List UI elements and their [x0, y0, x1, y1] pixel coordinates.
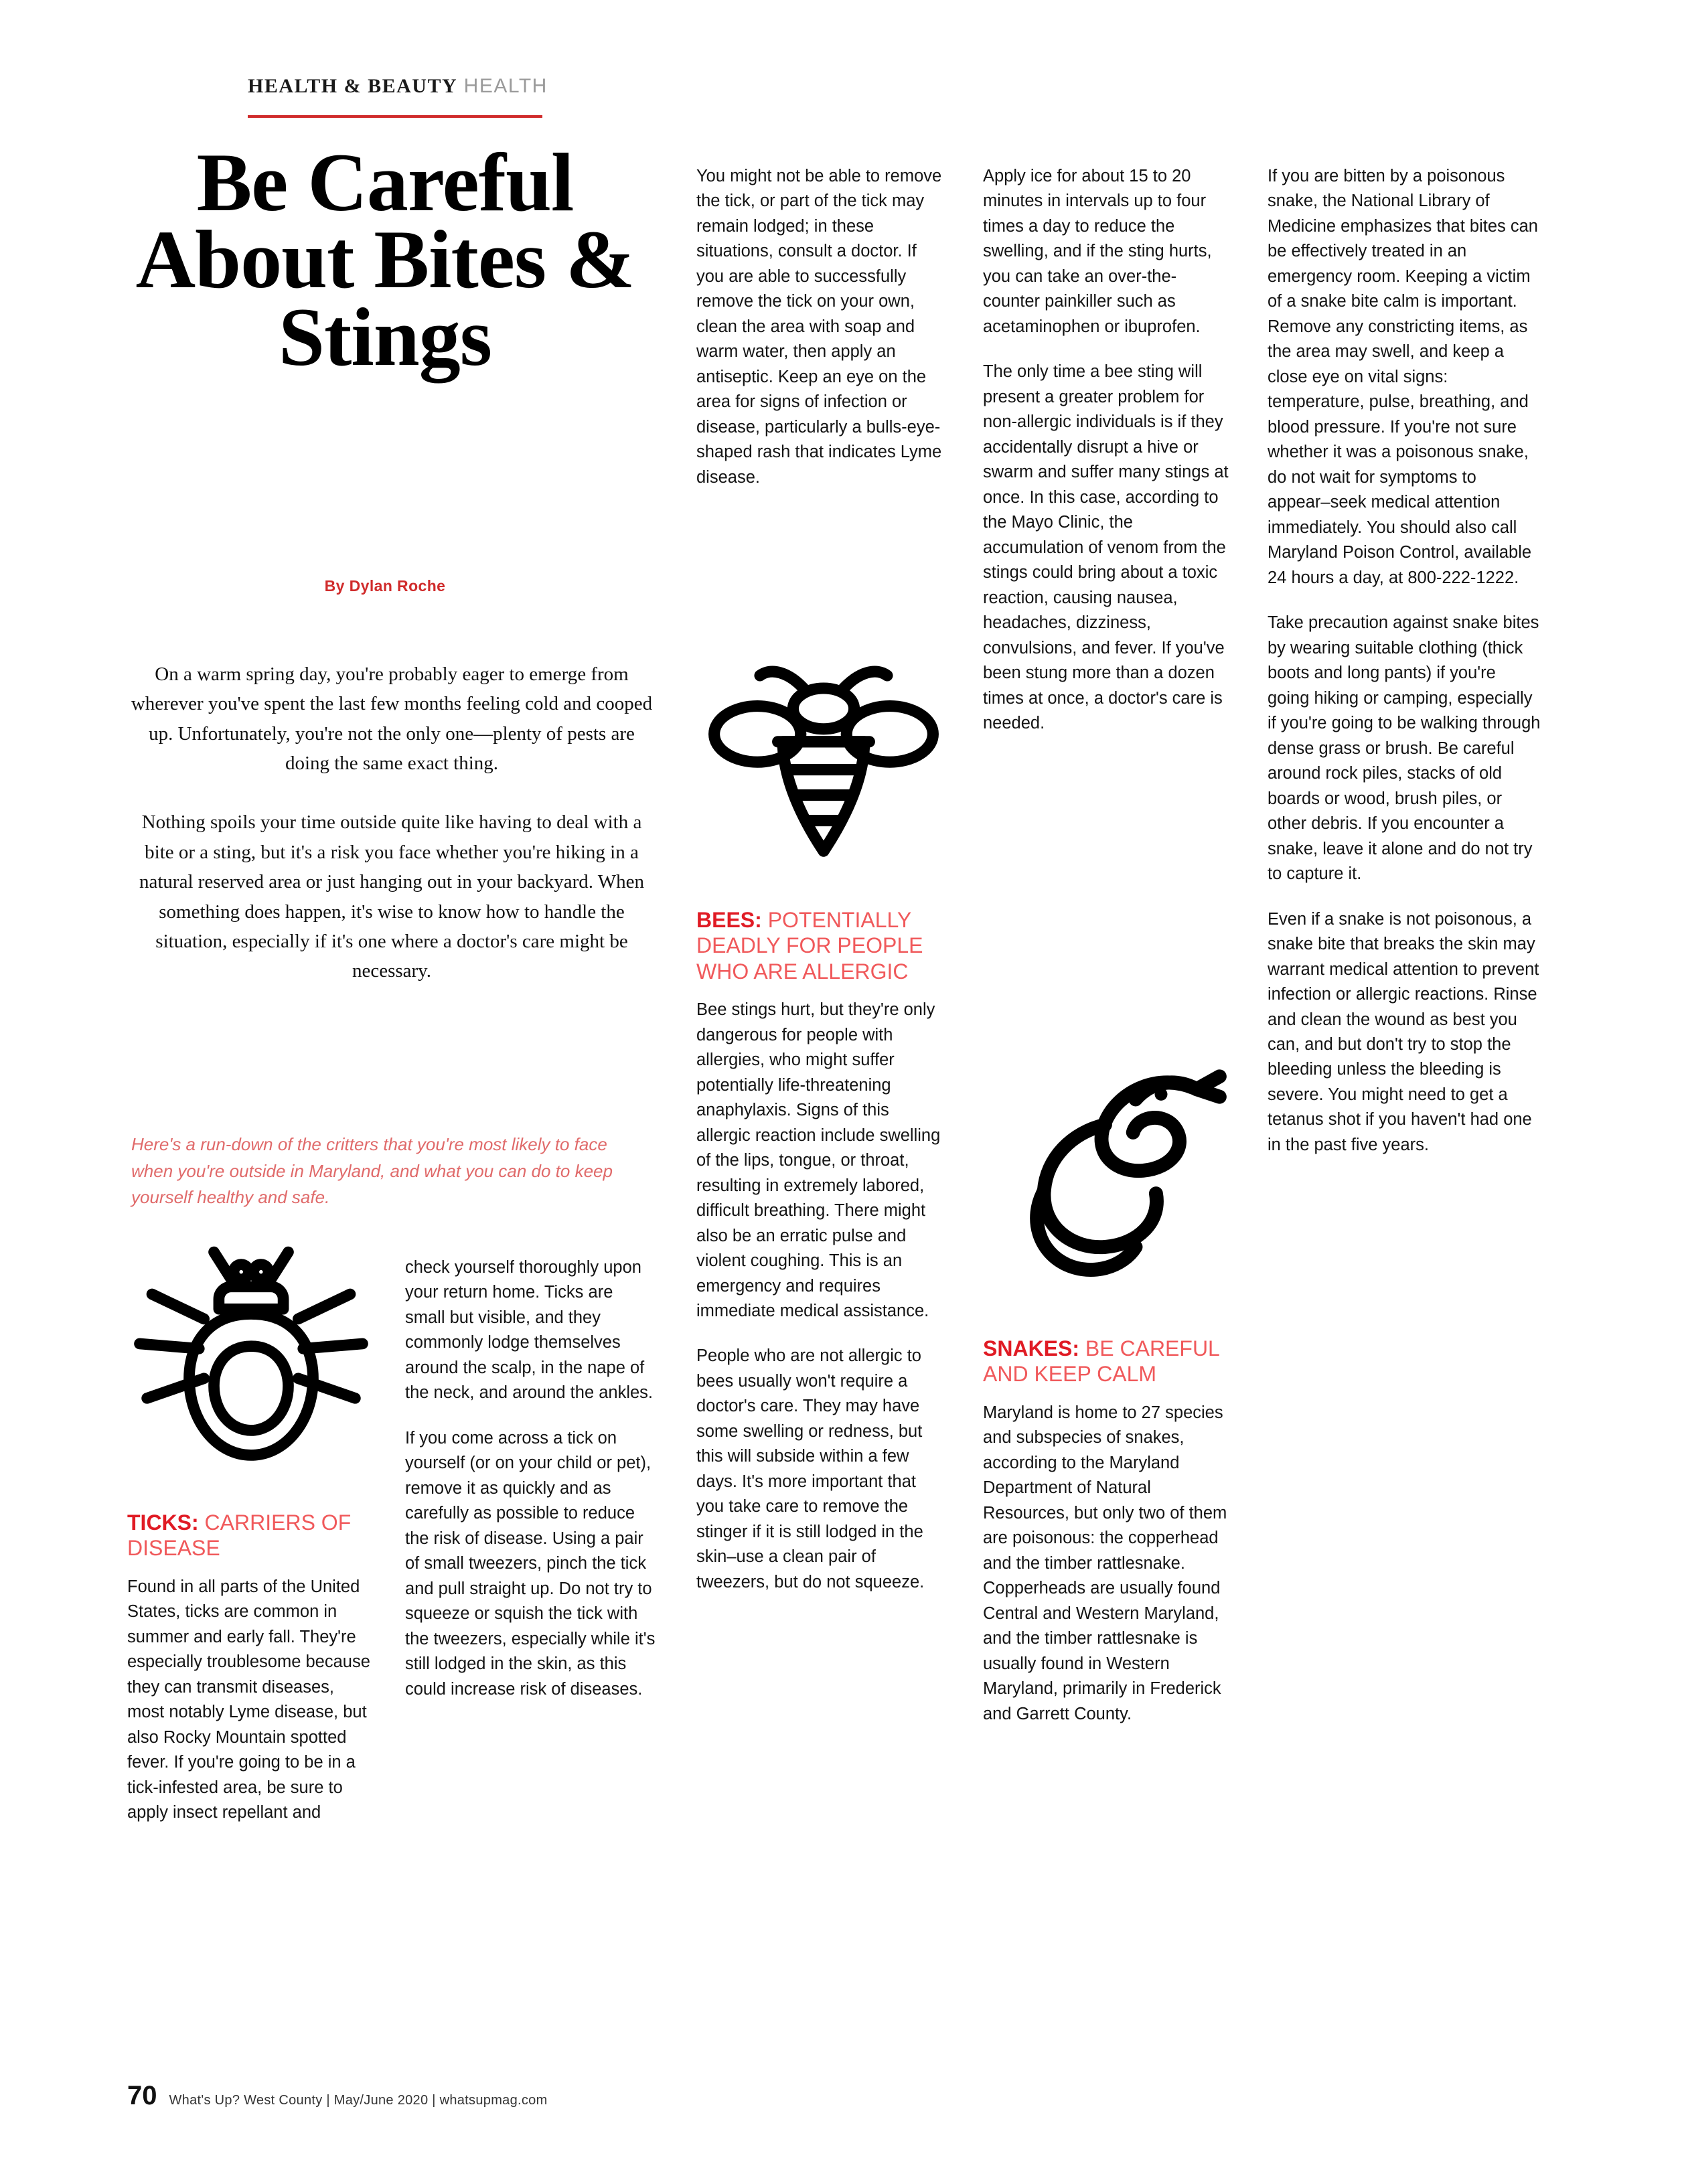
paragraph: Take precaution against snake bites by wearing suitable clothing (thick boots and long pants) if you're going hiking or camping, especially if you're going to be walking through dense grass or brush. Be careful around rock piles, stacks of old boards or wood, brush piles, or other debris. If you encounter a snake, leave it alone and do not try to capture it.	[1268, 613, 1541, 884]
ticks-heading-lead: TICKS:	[127, 1510, 199, 1535]
intro-paragraph: Nothing spoils your time outside quite like having to deal with a bite or a sting, but it's a risk you face whether you're hiking in a natural reserved area or just hanging out in your backyard. When something does happen, it's wise to know how to handle the situation, especially if it's one where a doctor's care might be necessary.	[139, 811, 644, 982]
kicker-secondary: HEALTH	[463, 75, 548, 97]
ticks-section	[127, 1510, 375, 1826]
bees-section	[696, 907, 944, 1595]
snakes-continued	[1268, 164, 1542, 1158]
ticks-heading-rest: CARRIERS OF DISEASE	[127, 1510, 352, 1561]
snakes-body	[983, 1401, 1237, 1727]
snakes-section	[983, 1336, 1237, 1727]
footer-credit: What's Up? West County | May/June 2020 | whatsupmag.com	[169, 2093, 548, 2108]
bees-heading	[696, 907, 944, 984]
paragraph: check yourself thoroughly upon your return home. Ticks are small but visible, and they commonly lodge themselves around the scalp, in the nape of the neck, and around the ankles.	[405, 1258, 654, 1403]
pull-quote: Here's a run-down of the critters that you're most likely to face when you're outside in Maryland, and what you can do to keep yourself healthy and safe.	[131, 1134, 613, 1208]
intro-paragraph: On a warm spring day, you're probably eager to emerge from wherever you've spent the last few months feeling cold and cooped up. Unfortunately, you're not the only one—plenty of pests are doing the same exact thing.	[131, 664, 653, 775]
paragraph: Bee stings hurt, but they're only dangerous for people with allergies, who might suffer potentially life-threatening anaphylaxis. Signs of this allergic reaction include swelling of the lips, tongue, or throat, resulting in extremely labored, difficult breathing. There might also be an erratic pulse and violent coughing. This is an emergency and requires immediate medical assistance.	[696, 1000, 941, 1320]
snake-icon	[983, 1061, 1237, 1289]
kicker-rule	[248, 115, 542, 118]
snakes-heading	[983, 1336, 1237, 1387]
page-title: Be Careful About Bites & Stings	[135, 137, 635, 383]
byline: By Dylan Roche	[324, 577, 446, 595]
paragraph: You might not be able to remove the tick, or part of the tick may remain lodged; in these situations, consult a doctor. If you are able to successfully remove the tick on your own, clean the area with soap and warm water, then apply an antiseptic. Keep an eye on the area for signs of infection or disease, particularly a bulls-eye-shaped rash that indicates Lyme disease.	[696, 167, 942, 487]
bee-icon	[696, 663, 951, 857]
ticks-intro-right	[405, 1255, 656, 1702]
page-footer	[127, 2081, 548, 2111]
paragraph: If you come across a tick on yourself (or on your child or pet), remove it as quickly and as carefully as possible to reduce the risk of disease. Using a pair of small tweezers, pinch the tick and pull straight up. Do not try to squeeze or squish the tick with the tweezers, especially while it's still lodged in the skin, as this could increase risk of diseases.	[405, 1428, 656, 1699]
paragraph: Maryland is home to 27 species and subspecies of snakes, according to the Maryland Department of Natural Resources, but only two of them are poisonous: the copperhead and the timber rattlesnake. Copperheads are usually found Central and Western Maryland, and the timber rattlesnake is usually found in Western Maryland, primarily in Frederick and Garrett County.	[983, 1403, 1227, 1723]
paragraph: If you are bitten by a poisonous snake, the National Library of Medicine emphasizes that bites can be effectively treated in an emergency room. Keeping a victim of a snake bite calm is important. Remove any constricting items, as the area may swell, and keep a close eye on vital signs: temperature, pulse, breathing, and blood pressure. If you're not sure whether it was a poisonous snake, do not wait for symptoms to appear–seek medical attention immediately. You should also call Maryland Poison Control, available 24 hours a day, at 800-222-1222.	[1268, 167, 1538, 587]
paragraph: Found in all parts of the United States, ticks are common in summer and early fall. They're especially troublesome because they can transmit diseases, most notably Lyme disease, but also Rocky Mountain spotted fever. If you're going to be in a tick-infested area, be sure to apply insect repellant and	[127, 1577, 370, 1822]
paragraph: People who are not allergic to bees usually won't require a doctor's care. They may have some swelling or redness, but this will subside within a few days. It's more important that you take care to remove the stinger if it is still lodged in the skin–use a clean pair of tweezers, but do not squeeze.	[696, 1346, 925, 1591]
paragraph: The only time a bee sting will present a greater problem for non-allergic individuals is if they accidentally disrupt a hive or swarm and suffer many stings at once. In this case, according to the Mayo Clinic, the accumulation of venom from the stings could bring about a toxic reaction, causing nausea, headaches, dizziness, convulsions, and fever. If you've been stung more than a dozen times at once, a doctor's care is needed.	[983, 362, 1229, 733]
ticks-continued	[696, 164, 944, 490]
ticks-body	[127, 1575, 375, 1826]
kicker-primary: HEALTH & BEAUTY	[248, 75, 458, 97]
section-kicker	[248, 75, 663, 98]
paragraph: Apply ice for about 15 to 20 minutes in intervals up to four times a day to reduce the swelling, and if the sting hurts, you can take an over-the-counter painkiller such as acetaminophen or ibuprofen.	[983, 167, 1212, 336]
snakes-heading-lead: SNAKES:	[983, 1336, 1080, 1360]
ticks-heading	[127, 1510, 375, 1561]
page-number: 70	[127, 2081, 157, 2110]
bees-body	[696, 998, 944, 1595]
bees-continued	[983, 164, 1231, 736]
paragraph: Even if a snake is not poisonous, a snake bite that breaks the skin may warrant medical attention to prevent infection or allergic reactions. Rinse and clean the wound as best you can, and but don't try to stop the bleeding unless the bleeding is severe. You might need to get a tetanus shot if you haven't had one in the past five years.	[1268, 909, 1539, 1154]
tick-icon	[127, 1242, 375, 1483]
snakes-heading-rest: BE CAREFUL AND KEEP CALM	[983, 1336, 1219, 1387]
article-intro	[127, 659, 656, 986]
bees-heading-lead: BEES:	[696, 908, 762, 932]
bees-heading-rest: POTENTIALLY DEADLY FOR PEOPLE WHO ARE ALLERGIC	[696, 908, 923, 984]
